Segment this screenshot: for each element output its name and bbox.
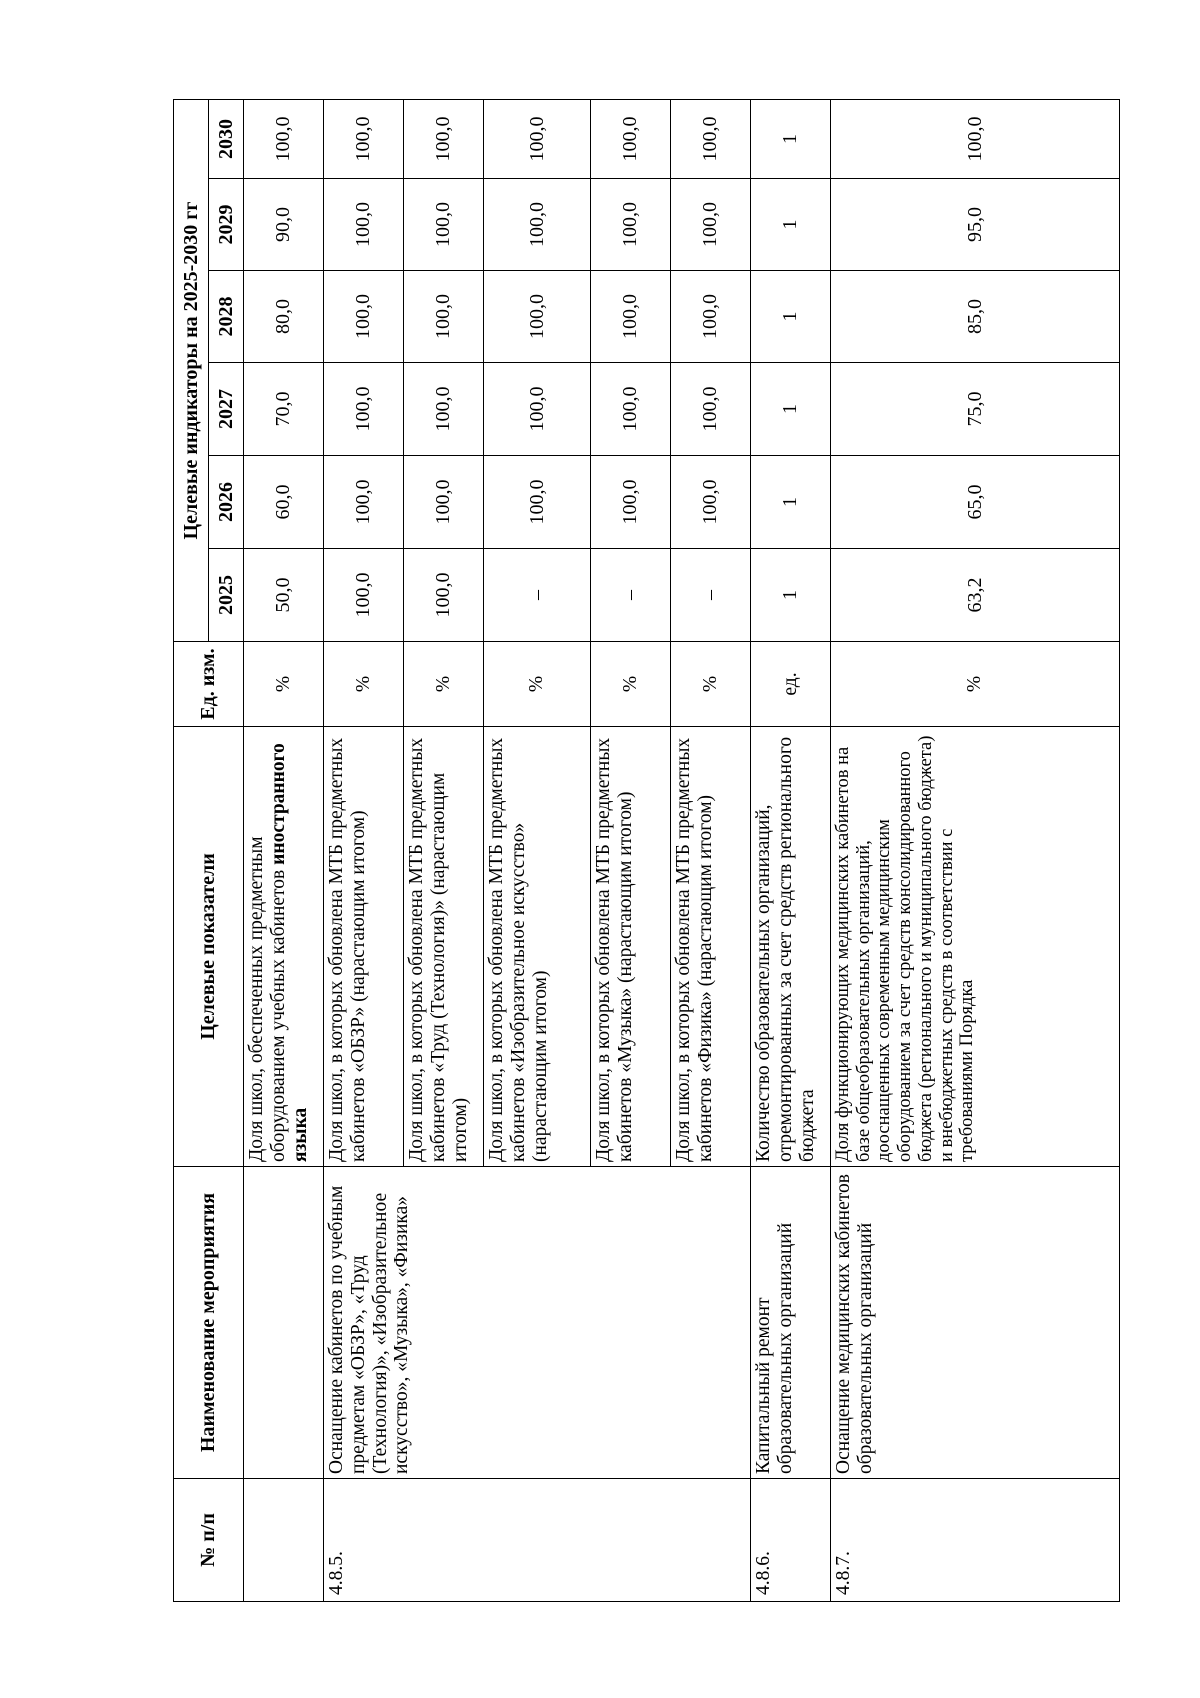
header-year: 2025 [209,549,244,642]
value-cell: 50,0 [244,549,324,642]
value-cell: 100,0 [591,179,671,271]
value-cell: 1 [751,100,831,179]
value-cell: 100,0 [484,179,591,271]
indicator-text: Доля школ, в которых обновлена МТБ предметных кабинетов «ОБЗР» (нарастающим итогом) [324,727,404,1167]
indicator-bold-text: иностранного языка [267,743,311,1162]
unit-cell: % [404,642,484,727]
value-cell: 1 [751,549,831,642]
header-indicators: Целевые показатели [174,727,244,1167]
unit-cell: % [484,642,591,727]
value-cell: 60,0 [244,456,324,549]
event-name [244,1167,324,1479]
header-num: № п/п [174,1479,244,1602]
value-cell: – [591,549,671,642]
value-cell: 100,0 [484,363,591,456]
value-cell: 100,0 [671,363,751,456]
value-cell: 100,0 [484,456,591,549]
value-cell: 100,0 [591,100,671,179]
header-event: Наименование мероприятия [174,1167,244,1479]
value-cell: 100,0 [324,100,404,179]
targets-table [173,99,1120,1602]
indicator-text: Количество образовательных организаций, отремонтированных за счет средств регионального бюджета [751,727,831,1167]
header-year: 2027 [209,363,244,456]
unit-cell: % [591,642,671,727]
unit-cell: % [324,642,404,727]
value-cell: 100,0 [324,271,404,363]
value-cell: 85,0 [831,271,1120,363]
value-cell: 70,0 [244,363,324,456]
header-year: 2030 [209,100,244,179]
value-cell: 95,0 [831,179,1120,271]
value-cell: 1 [751,363,831,456]
indicator-text: Доля школ, в которых обновлена МТБ предметных кабинетов «Физика» (нарастающим итогом) [671,727,751,1167]
value-cell: 100,0 [324,363,404,456]
value-cell: 100,0 [324,179,404,271]
value-cell: 100,0 [484,271,591,363]
unit-cell: % [244,642,324,727]
value-cell: 100,0 [671,100,751,179]
value-cell: 63,2 [831,549,1120,642]
value-cell: 1 [751,271,831,363]
table-row [831,100,1120,1602]
event-name: Оснащение кабинетов по учебным предметам «ОБЗР», «Труд (Технология)», «Изобразительное искусство», «Музыка», «Физика» [324,1167,751,1479]
value-cell: 100,0 [591,271,671,363]
value-cell: – [484,549,591,642]
row-number: 4.8.6. [751,1479,831,1602]
unit-cell: ед. [751,642,831,727]
value-cell: 100,0 [324,549,404,642]
value-cell: 100,0 [404,456,484,549]
header-unit: Ед. изм. [174,642,244,727]
row-number [244,1479,324,1602]
value-cell: 90,0 [244,179,324,271]
value-cell: 100,0 [404,100,484,179]
value-cell: 100,0 [404,363,484,456]
indicator-text: Доля школ, обеспеченных предметным оборудованием учебных кабинетов иностранного языка [244,727,324,1167]
event-name: Капитальный ремонт образовательных организаций [751,1167,831,1479]
indicator-text: Доля школ, в которых обновлена МТБ предметных кабинетов «Изобразительное искусство» (нарастающим итогом) [484,727,591,1167]
value-cell: 100,0 [484,100,591,179]
value-cell: 100,0 [671,456,751,549]
unit-cell: % [671,642,751,727]
value-cell: 100,0 [404,179,484,271]
row-number: 4.8.7. [831,1479,1120,1602]
table-row [324,100,404,1602]
value-cell: 100,0 [244,100,324,179]
value-cell: 100,0 [831,100,1120,179]
value-cell: 100,0 [671,271,751,363]
value-cell: – [671,549,751,642]
row-number: 4.8.5. [324,1479,751,1602]
value-cell: 1 [751,456,831,549]
value-cell: 100,0 [404,549,484,642]
table-row [244,100,324,1602]
header-year: 2029 [209,179,244,271]
header-targets-group: Целевые индикаторы на 2025-2030 гг [174,100,209,642]
table-row [751,100,831,1602]
header-year: 2028 [209,271,244,363]
header-year: 2026 [209,456,244,549]
value-cell: 1 [751,179,831,271]
rotated-table-container [173,100,1120,1602]
value-cell: 100,0 [591,363,671,456]
value-cell: 100,0 [404,271,484,363]
event-name: Оснащение медицинских кабинетов образовательных организаций [831,1167,1120,1479]
unit-cell: % [831,642,1120,727]
value-cell: 100,0 [671,179,751,271]
value-cell: 65,0 [831,456,1120,549]
indicator-text: Доля функционирующих медицинских кабинетов на базе общеобразовательных организаций, дооснащенных современным медицинским оборудованием за счет средств консолидированного бюджета (регионального и муниципального бюджета) и внебюджетных средств в соответствии с требованиями Порядка [831,727,1120,1167]
value-cell: 100,0 [324,456,404,549]
indicator-text: Доля школ, в которых обновлена МТБ предметных кабинетов «Труд (Технология)» (нарастающим итогом) [404,727,484,1167]
value-cell: 80,0 [244,271,324,363]
value-cell: 100,0 [591,456,671,549]
value-cell: 75,0 [831,363,1120,456]
indicator-text: Доля школ, в которых обновлена МТБ предметных кабинетов «Музыка» (нарастающим итогом) [591,727,671,1167]
